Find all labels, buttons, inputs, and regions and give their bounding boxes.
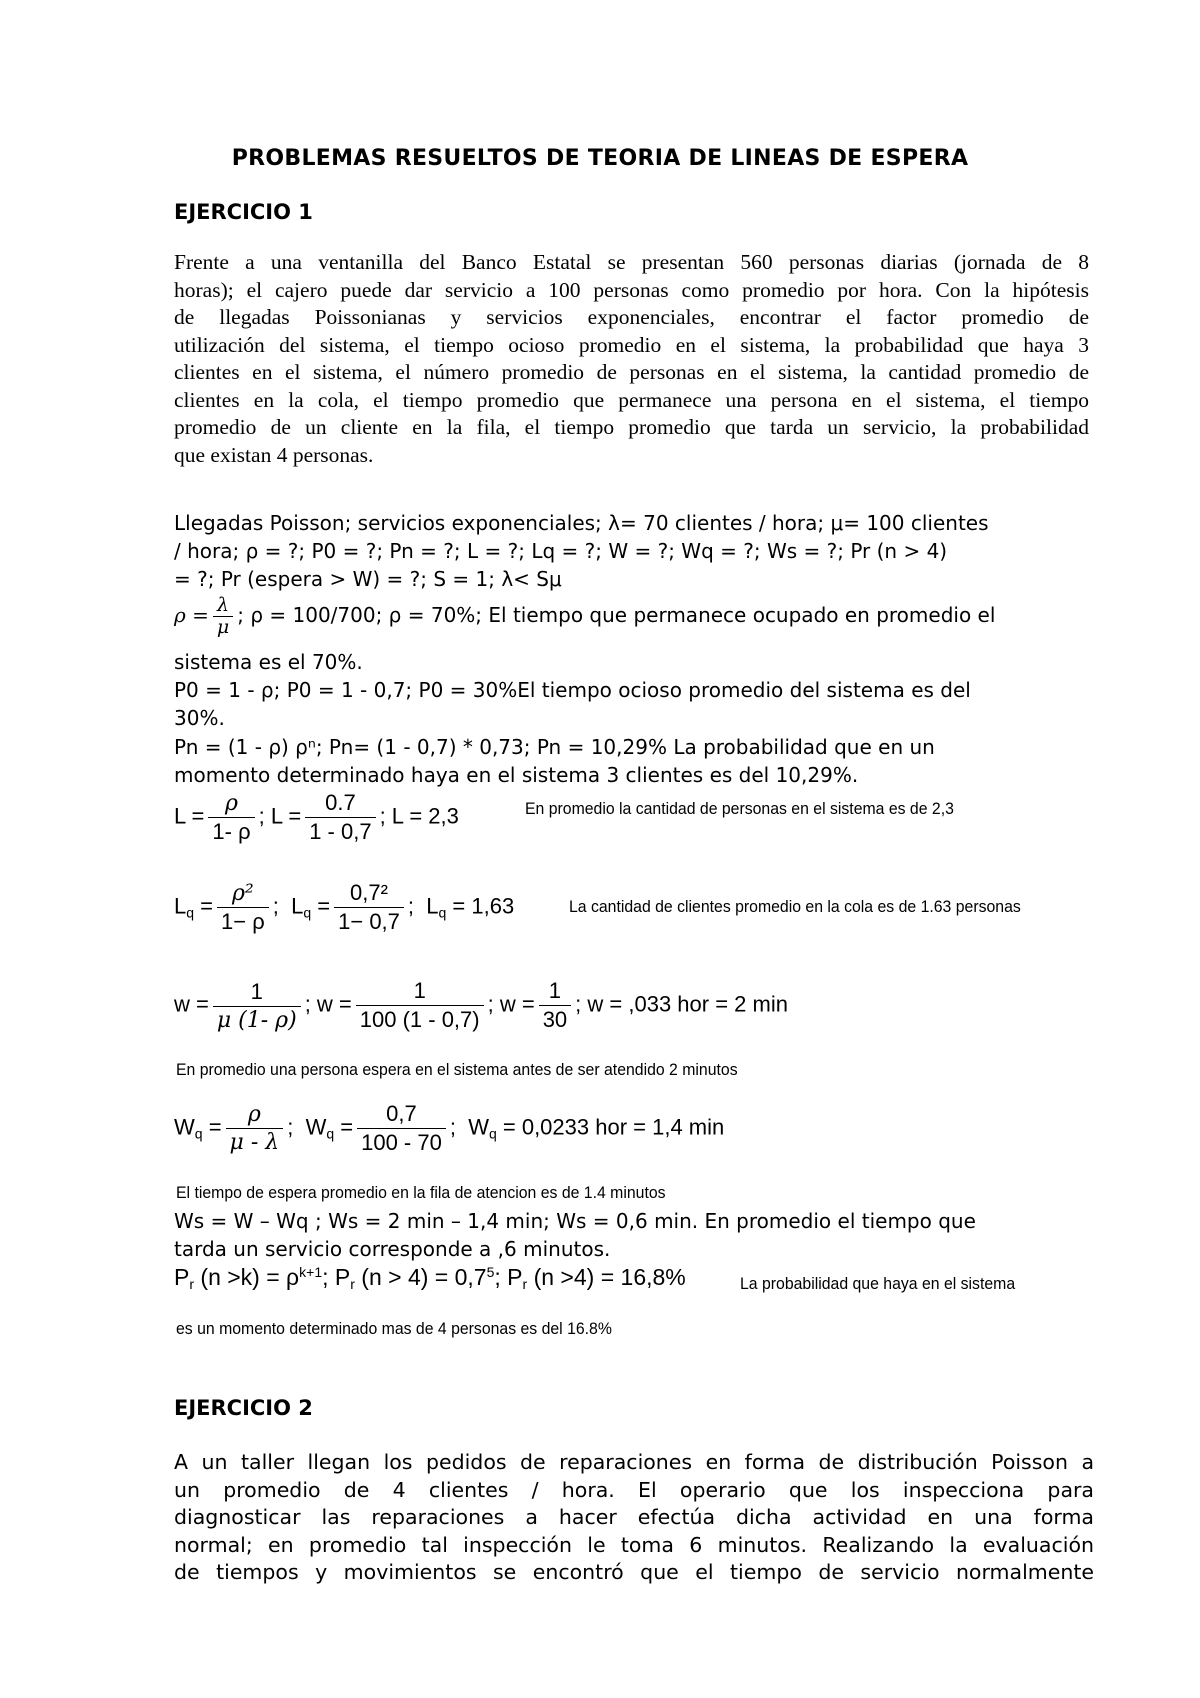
L-frac-b [305, 790, 375, 845]
Wq-lhs-2: W [305, 1114, 327, 1140]
rho-line2: sistema es el 70%. [174, 650, 363, 674]
exercise-2-statement [174, 1449, 1094, 1587]
W-a-den: μ (1- ρ) [216, 1007, 297, 1033]
statement-line: clientes en la cola, el tiempo promedio que permanece una persona en el sistema, el tiempo [174, 387, 1089, 412]
statement-line: A un taller llegan los pedidos de reparaciones en forma de distribución Poisson a [174, 1450, 1094, 1474]
exercise-2-heading: EJERCICIO 2 [174, 1396, 313, 1420]
document-title: PROBLEMAS RESUELTOS DE TEORIA DE LINEAS DE ESPERA [231, 146, 969, 171]
Wq-lhs: W [174, 1114, 195, 1140]
given-data-line: = ?; Pr (espera > W) = ?; S = 1; λ< Sμ [174, 567, 562, 591]
Wq-eq-2: = [340, 1114, 354, 1140]
Wq-formula: $W_q$ = $\frac{\rho}{\mu - \lambda}$ ; $W_q$ = $\frac{0,7}{100 - 70}$ ; $W_q = 0,0233$ hor = 1,4 min [174, 1101, 725, 1155]
Wq-a-den: μ - λ [229, 1130, 280, 1155]
L-lhs: L = [174, 803, 205, 829]
W-frac-b [356, 978, 484, 1033]
Ws-line1: Ws = W – Wq ; Ws = 2 min – 1,4 min; Ws = 0,6 min. En promedio el tiempo que [174, 1209, 976, 1233]
statement-line: horas); el cajero puede dar servicio a 100 personas como promedio por hora. Con la hipótesis [174, 277, 1089, 302]
rho-lhs: ρ = [174, 603, 209, 627]
Lq-sub-2: q [303, 904, 312, 921]
W-frac-c [539, 978, 571, 1033]
Pr-text3: (n > 4) = 0,7 [354, 1264, 487, 1290]
Wq-frac-a [226, 1102, 284, 1155]
W-b-num: 1 [356, 978, 484, 1006]
p0-line1: P0 = 1 - ρ; P0 = 1 - 0,7; P0 = 30%El tiempo ocioso promedio del sistema es del [174, 678, 971, 702]
W-result: ; w = ,033 hor = 2 min [575, 991, 788, 1017]
W-frac-a [213, 979, 301, 1033]
Lq-result: = 1,63 [452, 893, 515, 919]
statement-line: Frente a una ventanilla del Banco Estatal se presentan 560 personas diarias (jornada de 8 [174, 250, 1089, 274]
Lq-b-den: 1− 0,7 [338, 909, 400, 934]
statement-line: utilización del sistema, el tiempo ocioso promedio en el sistema, la probabilidad que haya 3 [174, 332, 1089, 357]
Pr-lhs: P [174, 1264, 190, 1290]
statement-line: promedio de un cliente en la fila, el tiempo promedio que tarda un servicio, la probabilidad [174, 415, 1089, 439]
Lq-frac-a [217, 881, 269, 935]
L-result: ; L = 2,3 [379, 803, 459, 829]
Wq-note: El tiempo de espera promedio en la fila de atencion es de 1.4 minutos [176, 1183, 666, 1202]
p0-line2: 30%. [174, 706, 225, 730]
Lq-frac-b [334, 880, 404, 935]
Wq-result: = 0,0233 hor = 1,4 min [502, 1114, 725, 1140]
L-b-den: 1 - 0,7 [309, 819, 372, 844]
Lq-a-num: ρ² [217, 881, 269, 908]
L-formula [174, 790, 459, 845]
Lq-eq: = [200, 893, 214, 919]
Wq-sub: q [194, 1125, 203, 1142]
Wq-sub-3: q [488, 1125, 497, 1142]
W-c-num: 1 [539, 978, 571, 1006]
statement-line: normal; en promedio tal inspección le toma 6 minutos. Realizando la evaluación [174, 1532, 1094, 1557]
Pr-formula [174, 1264, 686, 1292]
pn-line2: momento determinado haya en el sistema 3 clientes es del 10,29%. [174, 763, 859, 787]
Lq-a-den: 1− ρ [221, 908, 265, 934]
statement-line: clientes en el sistema, el número promedio de personas en el sistema, la cantidad promedio de [174, 360, 1089, 384]
Pr-sup1: k+1 [299, 1264, 323, 1280]
W-c-den: 30 [542, 1007, 568, 1032]
L-a-num: ρ [208, 791, 254, 818]
Pr-note-1: La probabilidad que haya en el sistema [740, 1274, 1016, 1293]
Wq-b-num: 0,7 [357, 1101, 446, 1129]
rho-den: μ [216, 616, 230, 638]
rho-formula [174, 596, 995, 637]
statement-line: diagnosticar las reparaciones a hacer efectúa dicha actividad en una forma [174, 1505, 1094, 1530]
rho-fraction [213, 596, 233, 637]
L-b: ; L = [258, 803, 302, 829]
W-lhs: w = [174, 991, 209, 1017]
Pr-text1: (n >k) = ρ [194, 1264, 300, 1290]
Wq-b-den: 100 - 70 [361, 1130, 442, 1155]
Pr-sub: r [189, 1276, 195, 1292]
Lq-sub-3: q [438, 904, 447, 921]
Lq-note: La cantidad de clientes promedio en la cola es de 1.63 personas [569, 897, 1021, 916]
Wq-sub-2: q [326, 1125, 335, 1142]
given-data-line: Llegadas Poisson; servicios exponenciales; λ= 70 clientes / hora; μ= 100 clientes [174, 511, 989, 535]
Pr-note-2: es un momento determinado mas de 4 personas es del 16.8% [176, 1319, 612, 1338]
statement-line: de tiempos y movimientos se encontró que el tiempo de servicio normalmente [174, 1560, 1094, 1585]
given-data-line: / hora; ρ = ?; P0 = ?; Pn = ?; L = ?; Lq = ?; W = ?; Wq = ?; Ws = ?; Pr (n > 4) [174, 539, 948, 563]
pn-line1: Pn = (1 - ρ) ρⁿ; Pn= (1 - 0,7) * 0,73; Pn = 10,29% La probabilidad que en un [174, 735, 935, 759]
Pr-sup2: 5 [486, 1264, 495, 1280]
Wq-frac-b [357, 1101, 446, 1156]
L-b-num: 0.7 [305, 790, 375, 818]
exercise-1-statement [174, 249, 1089, 469]
W-a-num: 1 [213, 979, 301, 1007]
Lq-sub: q [186, 904, 195, 921]
rho-num: λ [213, 596, 233, 617]
rho-text: ; ρ = 100/700; ρ = 70%; El tiempo que permanece ocupado en promedio el [237, 603, 996, 627]
W-b-den: 100 (1 - 0,7) [359, 1007, 480, 1032]
L-frac-a [208, 791, 254, 845]
Lq-lhs-3: L [426, 893, 439, 919]
W-c: ; w = [487, 991, 535, 1017]
Ws-line2: tarda un servicio corresponde a ,6 minutos. [174, 1237, 611, 1261]
statement-line: que existan 4 personas. [174, 442, 374, 467]
statement-line: un promedio de 4 clientes / hora. El operario que los inspecciona para [174, 1477, 1094, 1502]
Lq-b-num: 0,7² [334, 880, 404, 908]
W-formula [174, 978, 788, 1033]
Lq-formula: $L_q$ = $\frac{\text{ρ²}}{1- \rho}$ ; $L_q$ = $\frac{\text{0,7²}}{1- 0,7}$ ; $L_q = 1,63$ [174, 880, 515, 934]
L-a-den: 1- ρ [212, 818, 251, 844]
W-b: ; w = [304, 991, 352, 1017]
L-note: En promedio la cantidad de personas en el sistema es de 2,3 [525, 799, 954, 818]
exercise-1-heading: EJERCICIO 1 [174, 200, 313, 224]
Pr-sub2: r [350, 1276, 355, 1292]
Lq-lhs: L [174, 893, 187, 919]
Pr-text4: ; P [494, 1264, 523, 1290]
W-note: En promedio una persona espera en el sistema antes de ser atendido 2 minutos [176, 1060, 738, 1079]
Wq-a-num: ρ [226, 1102, 284, 1129]
Pr-text2: ; P [322, 1264, 351, 1290]
Lq-eq-2: = [317, 893, 331, 919]
Pr-result: (n >4) = 16,8% [527, 1264, 686, 1290]
Pr-sub3: r [522, 1276, 528, 1292]
Wq-lhs-3: W [468, 1114, 489, 1140]
statement-line: de llegadas Poissonianas y servicios exponenciales, encontrar el factor promedio de [174, 305, 1089, 329]
Lq-lhs-2: L [291, 893, 304, 919]
Wq-eq: = [208, 1114, 222, 1140]
